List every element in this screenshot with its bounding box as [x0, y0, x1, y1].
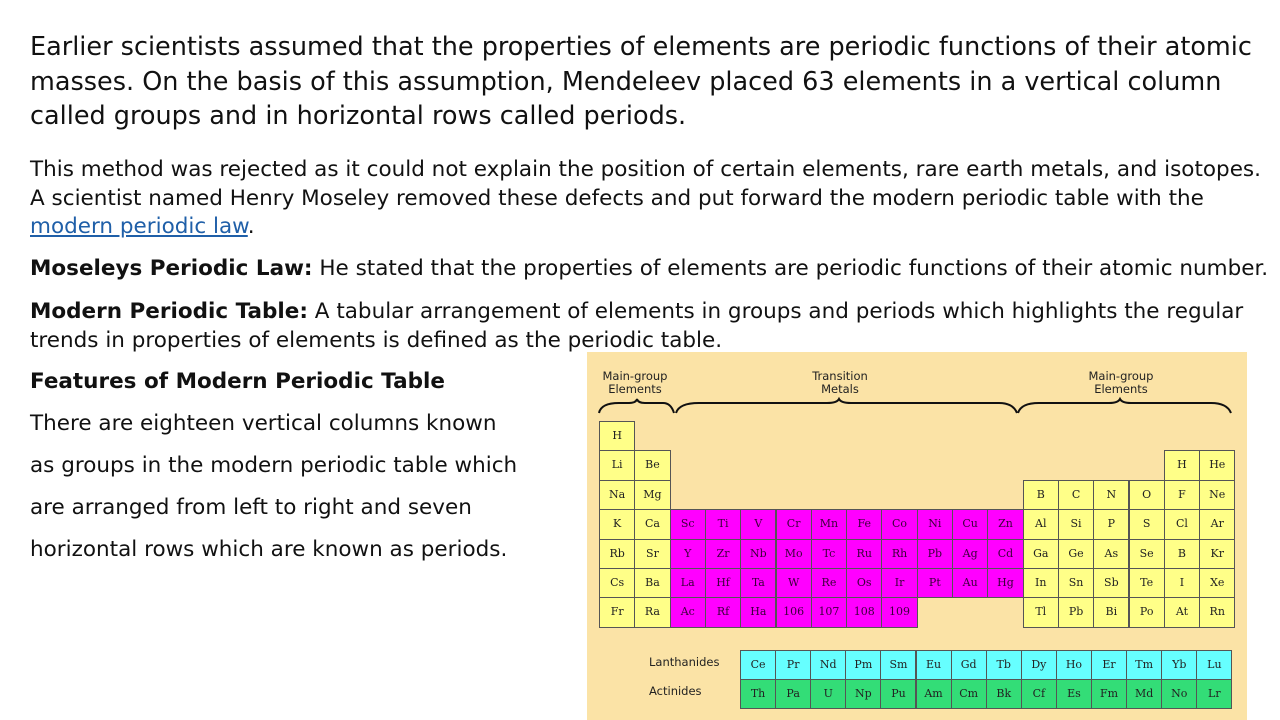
element-cell: Ha [740, 597, 776, 627]
element-cell: Eu [916, 650, 952, 680]
lanthanides-label: Lanthanides [649, 655, 720, 669]
element-cell: Gd [951, 650, 987, 680]
element-cell: Sn [1058, 568, 1094, 598]
element-cell: W [776, 568, 812, 598]
header-line: Metals [821, 382, 859, 396]
element-cell: Sc [670, 509, 706, 539]
element-cell: Ce [740, 650, 776, 680]
features-line: There are eighteen vertical columns known [30, 411, 497, 436]
header-line: Elements [1094, 382, 1148, 396]
element-cell: Cr [776, 509, 812, 539]
element-cell: Li [599, 450, 635, 480]
periodic-table-figure [587, 352, 1247, 720]
element-cell: Ta [740, 568, 776, 598]
element-cell: F [1164, 480, 1200, 510]
header-main-group-right [1071, 370, 1171, 396]
element-cell: Xe [1199, 568, 1235, 598]
element-cell: Ag [952, 539, 988, 569]
element-cell: Rf [705, 597, 741, 627]
features-line: are arranged from left to right and seven [30, 495, 472, 520]
element-cell: Zr [705, 539, 741, 569]
element-cell: Sb [1093, 568, 1129, 598]
element-cell: 107 [811, 597, 847, 627]
element-cell: Ac [670, 597, 706, 627]
actinides-label: Actinides [649, 684, 702, 698]
element-cell: Cm [951, 679, 987, 709]
element-cell: O [1129, 480, 1165, 510]
element-cell: As [1093, 539, 1129, 569]
element-cell: Mo [776, 539, 812, 569]
header-line: Main-group [1088, 369, 1154, 383]
element-cell: B [1164, 539, 1200, 569]
element-cell: Ge [1058, 539, 1094, 569]
element-cell: Tb [986, 650, 1022, 680]
element-cell: At [1164, 597, 1200, 627]
element-cell: Lu [1196, 650, 1232, 680]
element-cell: Cs [599, 568, 635, 598]
element-cell: H [599, 421, 635, 451]
element-cell: No [1161, 679, 1197, 709]
element-cell: Cd [987, 539, 1023, 569]
element-cell: Na [599, 480, 635, 510]
element-cell: V [740, 509, 776, 539]
element-cell: Hf [705, 568, 741, 598]
element-cell: Au [952, 568, 988, 598]
element-cell: B [1023, 480, 1059, 510]
element-cell: Rn [1199, 597, 1235, 627]
element-cell: P [1093, 509, 1129, 539]
element-cell: Nb [740, 539, 776, 569]
element-cell: 106 [776, 597, 812, 627]
element-cell: Cf [1021, 679, 1057, 709]
element-cell: Md [1126, 679, 1162, 709]
element-cell: Mg [634, 480, 670, 510]
element-cell: Sr [634, 539, 670, 569]
rejection-text: This method was rejected as it could not explain the position of certain elements, rare earth metals, and isotopes. A scientist named Henry Moseley removed these defects and put forward the modern periodic table with the [30, 157, 1261, 211]
element-cell: I [1164, 568, 1200, 598]
element-cell: Dy [1021, 650, 1057, 680]
header-main-group-left [593, 370, 677, 396]
element-cell: Be [634, 450, 670, 480]
header-line: Main-group [602, 369, 668, 383]
element-cell: Er [1091, 650, 1127, 680]
element-cell: Sm [880, 650, 916, 680]
element-cell: Y [670, 539, 706, 569]
element-cell: Te [1129, 568, 1165, 598]
element-cell: Pu [880, 679, 916, 709]
moseley-law-label: Moseleys Periodic Law: [30, 256, 313, 281]
element-cell: Pm [845, 650, 881, 680]
element-cell: Pa [775, 679, 811, 709]
element-cell: Np [845, 679, 881, 709]
element-cell: Ho [1056, 650, 1092, 680]
element-cell: Nd [810, 650, 846, 680]
moseley-law-paragraph [30, 255, 1268, 284]
header-line: Transition [812, 369, 868, 383]
rejection-period: . [247, 214, 255, 239]
rejection-paragraph [30, 156, 1265, 242]
element-cell: Tl [1023, 597, 1059, 627]
features-line: horizontal rows which are known as periods. [30, 537, 508, 562]
element-cell: In [1023, 568, 1059, 598]
element-cell: Pb [1058, 597, 1094, 627]
element-cell: Al [1023, 509, 1059, 539]
element-cell: Pb [917, 539, 953, 569]
modern-table-text: A tabular arrangement of elements in groups and periods which highlights the regular trends in properties of elements is defined as the periodic table. [30, 299, 1244, 353]
header-transition-metals [790, 370, 890, 396]
element-cell: Mn [811, 509, 847, 539]
element-cell: Ru [846, 539, 882, 569]
element-cell: Bk [986, 679, 1022, 709]
element-cell: Fr [599, 597, 635, 627]
element-cell: U [810, 679, 846, 709]
element-cell: Co [881, 509, 917, 539]
element-cell: Rb [599, 539, 635, 569]
element-cell: Se [1129, 539, 1165, 569]
element-cell: Cl [1164, 509, 1200, 539]
element-cell: C [1058, 480, 1094, 510]
element-cell: Ra [634, 597, 670, 627]
element-cell: Fm [1091, 679, 1127, 709]
element-cell: Si [1058, 509, 1094, 539]
element-cell: Ar [1199, 509, 1235, 539]
brace-main-group-left [599, 399, 674, 413]
element-cell: Pr [775, 650, 811, 680]
element-cell: Re [811, 568, 847, 598]
modern-periodic-law-link[interactable]: modern periodic law [30, 214, 248, 239]
element-cell: Ba [634, 568, 670, 598]
modern-table-label: Modern Periodic Table: [30, 299, 308, 324]
element-cell: Pt [917, 568, 953, 598]
element-cell: Rh [881, 539, 917, 569]
element-cell: Lr [1196, 679, 1232, 709]
element-cell: He [1199, 450, 1235, 480]
brace-transition-metals [676, 399, 1017, 413]
element-cell: Po [1129, 597, 1165, 627]
element-cell: Hg [987, 568, 1023, 598]
element-cell: Es [1056, 679, 1092, 709]
element-cell: Bi [1093, 597, 1129, 627]
header-line: Elements [608, 382, 662, 396]
element-cell: Fe [846, 509, 882, 539]
brace-main-group-right [1018, 399, 1231, 413]
group-braces [587, 396, 1247, 418]
features-list [30, 410, 517, 578]
element-cell: Ni [917, 509, 953, 539]
element-cell: K [599, 509, 635, 539]
element-cell: Tc [811, 539, 847, 569]
element-cell: H [1164, 450, 1200, 480]
element-cell: Yb [1161, 650, 1197, 680]
features-line: as groups in the modern periodic table which [30, 453, 518, 478]
element-cell: Ga [1023, 539, 1059, 569]
element-cell: N [1093, 480, 1129, 510]
moseley-law-text: He stated that the properties of elements are periodic functions of their atomic number. [312, 256, 1269, 281]
element-cell: 108 [846, 597, 882, 627]
intro-paragraph: Earlier scientists assumed that the properties of elements are periodic functions of their atomic masses. On the basis of this assumption, Mendeleev placed 63 elements in a vertical column called groups and in horizontal rows called periods. [30, 32, 1252, 131]
element-cell: Am [916, 679, 952, 709]
element-cell: S [1129, 509, 1165, 539]
element-cell: Tm [1126, 650, 1162, 680]
element-cell: Ir [881, 568, 917, 598]
element-cell: Cu [952, 509, 988, 539]
element-cell: La [670, 568, 706, 598]
element-cell: Kr [1199, 539, 1235, 569]
element-cell: Os [846, 568, 882, 598]
element-cell: Ca [634, 509, 670, 539]
element-cell: Th [740, 679, 776, 709]
element-cell: Zn [987, 509, 1023, 539]
element-cell: Ti [705, 509, 741, 539]
element-cell: Ne [1199, 480, 1235, 510]
features-heading: Features of Modern Periodic Table [30, 369, 445, 394]
modern-table-paragraph [30, 298, 1265, 355]
element-cell: 109 [881, 597, 917, 627]
